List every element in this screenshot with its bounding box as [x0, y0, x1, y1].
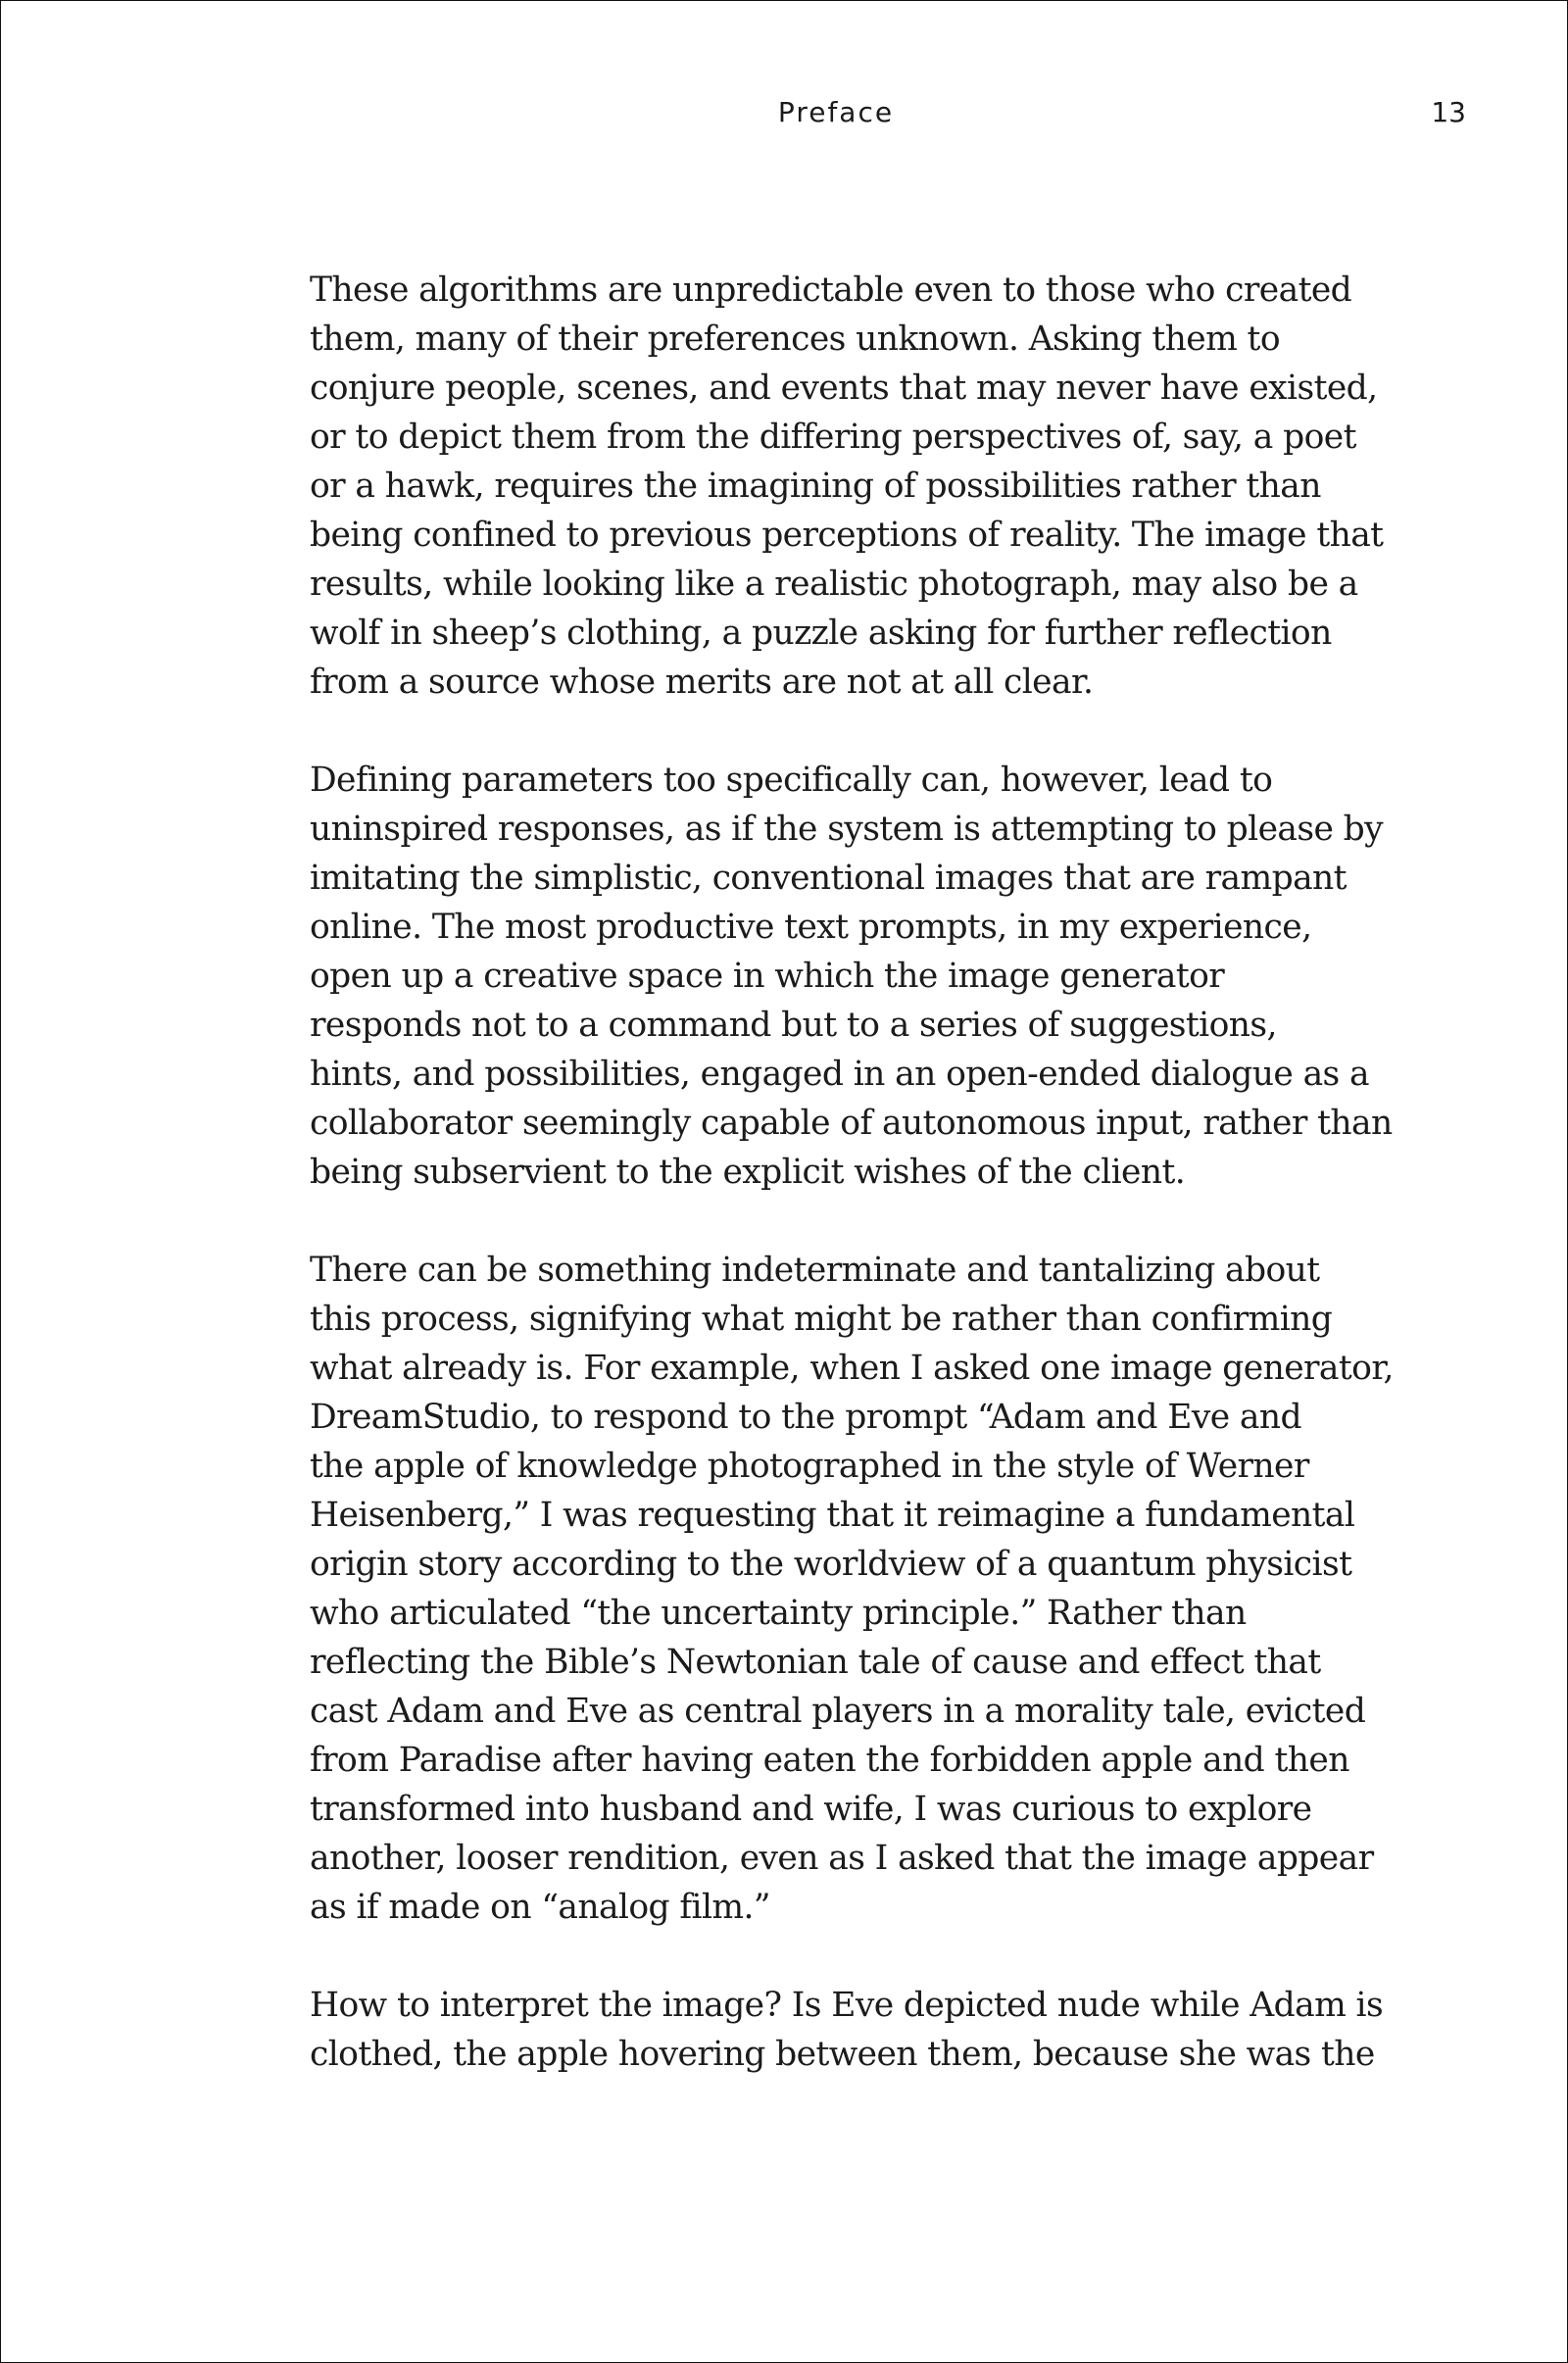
running-head: [1, 96, 1567, 135]
text-line: another, looser rendition, even as I asked that the image appear: [310, 1839, 1374, 1878]
text-line: what already is. For example, when I asked one image generator,: [310, 1349, 1394, 1388]
text-line: imitating the simplistic, conventional images that are rampant: [310, 859, 1347, 898]
text-line: hints, and possibilities, engaged in an open-ended dialogue as a: [310, 1055, 1369, 1094]
paragraph-1: [310, 266, 1384, 707]
text-line: Defining parameters too specifically can, however, lead to: [310, 761, 1273, 800]
paragraph-4: [310, 1981, 1384, 2079]
text-line: responds not to a command but to a series of suggestions,: [310, 1006, 1277, 1045]
text-line: being subservient to the explicit wishes of the client.: [310, 1153, 1186, 1192]
text-line: the apple of knowledge photographed in the style of Werner: [310, 1447, 1309, 1486]
text-line: DreamStudio, to respond to the prompt “Adam and Eve and: [310, 1398, 1301, 1437]
text-line: as if made on “analog film.”: [310, 1888, 770, 1927]
body-text: [310, 266, 1394, 2128]
text-line: How to interpret the image? Is Eve depicted nude while Adam is: [310, 1986, 1384, 2025]
text-line: These algorithms are unpredictable even to those who created: [310, 271, 1352, 310]
text-line: transformed into husband and wife, I was curious to explore: [310, 1790, 1312, 1829]
paragraph-2: [310, 756, 1393, 1197]
text-line: online. The most productive text prompts, in my experience,: [310, 908, 1312, 947]
text-line: cast Adam and Eve as central players in a morality tale, evicted: [310, 1692, 1366, 1731]
text-line: Heisenberg,” I was requesting that it reimagine a fundamental: [310, 1496, 1355, 1535]
text-line: collaborator seemingly capable of autonomous input, rather than: [310, 1104, 1393, 1143]
text-line: open up a creative space in which the image generator: [310, 957, 1225, 996]
page-number: 13: [1431, 96, 1466, 128]
text-line: There can be something indeterminate and tantalizing about: [310, 1251, 1320, 1290]
text-line: from a source whose merits are not at all clear.: [310, 663, 1094, 702]
section-title: Preface: [777, 96, 895, 128]
text-line: origin story according to the worldview of a quantum physicist: [310, 1545, 1352, 1584]
text-line: who articulated “the uncertainty principle.” Rather than: [310, 1594, 1247, 1633]
text-line: reflecting the Bible’s Newtonian tale of cause and effect that: [310, 1643, 1321, 1682]
text-line: results, while looking like a realistic photograph, may also be a: [310, 565, 1358, 604]
text-line: clothed, the apple hovering between them, because she was the: [310, 2035, 1375, 2074]
text-line: conjure people, scenes, and events that may never have existed,: [310, 369, 1378, 408]
paragraph-3: [310, 1246, 1394, 1932]
text-line: being confined to previous perceptions of reality. The image that: [310, 516, 1384, 555]
text-line: uninspired responses, as if the system is attempting to please by: [310, 810, 1384, 849]
text-line: wolf in sheep’s clothing, a puzzle asking for further reflection: [310, 614, 1332, 653]
text-line: or a hawk, requires the imagining of possibilities rather than: [310, 467, 1321, 506]
text-line: from Paradise after having eaten the forbidden apple and then: [310, 1741, 1349, 1780]
text-line: this process, signifying what might be rather than confirming: [310, 1300, 1333, 1339]
text-line: or to depict them from the differing perspectives of, say, a poet: [310, 418, 1356, 457]
text-line: them, many of their preferences unknown. Asking them to: [310, 320, 1280, 359]
